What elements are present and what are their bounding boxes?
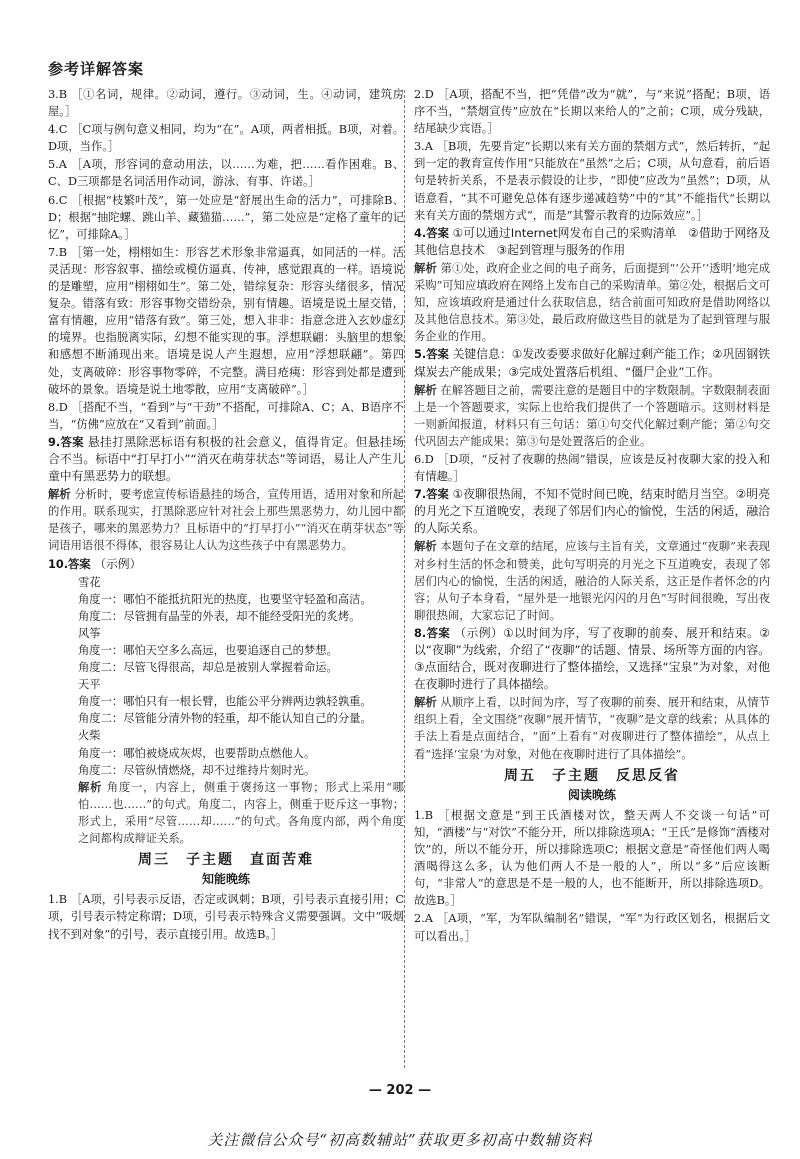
fri-answer-2: 2.A ［A项，“军，为军队编制名”错误，“军”为行政区划名，根据后文可以看出。］	[414, 912, 770, 943]
section-title-wed: 周三 子主题 直面苦难	[138, 852, 314, 869]
section-title-fri: 周五 子主题 反思反省	[504, 767, 680, 784]
answer-label: 10.答案	[48, 557, 91, 571]
item-line: 角度二：尽管拥有晶莹的外表，却不能经受阳光的炙烤。	[78, 609, 361, 623]
answer-label: 7.答案	[414, 488, 449, 502]
analysis-7	[414, 538, 770, 623]
analysis-9	[48, 486, 404, 554]
answer-10	[48, 556, 404, 573]
page-number: — 202 —	[368, 1083, 432, 1098]
footer-note: 关注微信公众号“初高数辅站”获取更多初高中数辅资料	[207, 1131, 593, 1149]
right-column	[414, 86, 770, 946]
answer-5	[414, 346, 770, 380]
analysis-4	[414, 260, 770, 345]
item-line: 角度一：哪怕被烧成灰烬，也要帮助点燃他人。	[78, 746, 316, 760]
column-divider	[404, 90, 405, 1068]
analysis-label: 解析	[78, 780, 103, 794]
analysis-text: 第①处，政府企业之间的电子商务，后面提到“‘公开’‘透明’地完成采购”可知应填政府在网络上发布自己的采购清单。第②处，根据后文可知，应该填政府是通过什么获取信息，结合前面可知政府是借助网络以及其他信息技术。第③处，最后政府做这些目的就是为了起到管理与服务企业的作用。	[414, 261, 770, 344]
item-title: 天平	[78, 678, 101, 692]
answer-7	[414, 486, 770, 537]
item-line: 角度二：尽管纵情燃烧，却不过维持片刻时光。	[78, 763, 316, 777]
analysis-label: 解析	[414, 540, 437, 554]
section-subtitle-fri: 阅读晚练	[567, 787, 616, 802]
analysis-text: 在解答题目之前，需要注意的是题目中的字数限制。字数限制表面上是一个答题要求，实际上也给我们提供了一个答题暗示。这则材料是一则新闻报道，材料只有三句话：第①句交代化解过剩产能；第②句交代巩固去产能成果；第③句是处置落后的企业。	[414, 383, 770, 448]
answer-3: 3.B ［①名词，规律。②动词，遵行。③动词，生。④动词，建筑房屋。］	[48, 88, 404, 119]
answer-text: ①夜聊很热闹，不知不觉时间已晚，结束时皓月当空。②明亮的月光之下互道晚安，表现了邻居们内心的愉悦，生活的闲适，融洽的人际关系。	[414, 487, 771, 536]
answer-text: 关键信息：①发改委要求做好化解过剩产能工作；②巩固钢铁煤炭去产能成果；③完成处置落后机组、“僵尸企业”工作。	[414, 347, 771, 379]
analysis-10	[48, 779, 404, 847]
answer-6: 6.D ［D项，“反衬了夜聊的热闹”错误，应该是反衬夜聊大家的投入和有情趣。］	[414, 452, 770, 484]
answer-2: 2.D ［A项，搭配不当，把“凭借”改为“就”，与“来说”搭配；B项，语序不当，“禁烟宣传”应放在“长期以来给人的”之前；C项，成分残缺，结尾缺少宾语。］	[414, 88, 770, 136]
answer-8	[414, 625, 770, 693]
item-title: 风筝	[78, 626, 101, 640]
answer-4: 4.C ［C项与例句意义相同，均为“在”。A项，两者相抵。B项，对着。D项，当作。］	[48, 123, 404, 154]
item-line: 角度二：尽管飞得很高，却总是被别人掌握着命运。	[78, 661, 338, 675]
answer-8: 8.D ［搭配不当，“看到”与“干劲”不搭配，可排除A、C；A、B语序不当，“仿佛”应放在“又看到”前面。］	[48, 400, 404, 431]
analysis-text: 分析时，要考虑宣传标语悬挂的场合，宣传用语，适用对象和所起的作用。联系现实，打黑除恶应针对社会上那些黑恶势力，幼儿园中都是孩子，哪来的黑恶势力？且标语中的“打早打小”“消灭在萌芽状态”等词语用语很不得体，很容易让人认为这些孩子中有黑恶势力。	[48, 488, 404, 553]
answer-text: 悬挂打黑除恶标语有积极的社会意义，值得肯定。但悬挂场合不当。标语中“打早打小”“消灭在萌芽状态”等词语，易让人产生儿童中有黑恶势力的联想。	[48, 434, 404, 484]
answer-label: 4.答案	[414, 226, 449, 240]
page-header: 参考详解答案	[48, 60, 145, 78]
answer-text: （示例）①以时间为序，写了夜聊的前奏、展开和结束。②以“夜聊”为线索，介绍了“夜聊”的话题、情景、场所等方面的内容。③点面结合，既对夜聊进行了整体描绘，又选择“宝泉”为对象，对他在夜聊时进行了具体描绘。	[414, 625, 771, 692]
item-line: 角度一：哪怕只有一根长臂，也能公平分辨两边孰轻孰重。	[78, 695, 372, 709]
answer-9	[48, 434, 404, 485]
answer-3: 3.A ［B项，先要肯定“长期以来有关方面的禁烟方式”，然后转折，“起到一定的教育宣传作用”只能放在“虽然”之后；C项，从句意看，前后语句是转折关系，不是表示假设的让步，“即使”应改为“虽然”；D项，从语意看，“其不可避免总体有逐步递减趋势”中的“其”不能指代“长期以来有关方面的禁烟方式”，而是“其警示教育的边际效应”。］	[414, 140, 770, 222]
item-line: 角度一：哪怕不能抵抗阳光的热度，也要坚守轻盈和高洁。	[78, 592, 372, 606]
analysis-label: 解析	[48, 488, 71, 502]
left-column	[48, 86, 404, 944]
fri-answer-1: 1.B ［根据文意是“到王氏酒楼对饮，整天两人不交谈一句话”可知，“酒楼”与“对饮”不能分开，所以排除选项A；“王氏”是修饰“酒楼对饮”的，所以不能分开，所以排除选项C；根据文意是“奇怪他们两人喝酒喝得这么多，认为他们两人不是一般的人”，所以“多”后应该断句，“非常人”的意思是不是一般的人，也不能断开，所以排除选项D。故选B。］	[414, 808, 770, 908]
item-title: 雪花	[78, 575, 101, 589]
answer-label: 8.答案	[414, 626, 451, 640]
section-subtitle-wed: 知能晚练	[201, 872, 250, 887]
analysis-5	[414, 382, 770, 450]
analysis-text: 本题句子在文章的结尾，应该与主旨有关，文章通过“夜聊”来表现对乡村生活的怀念和赞美，此句写明亮的月光之下互道晚安，表现了邻居们内心的愉悦，生活的闲适，融洽的人际关系，这正是作者怀念的内容；从句子本身看，“屋外是一地银光闪闪的月色”写时间很晚，写出夜聊很热闹，大家忘记了时间。	[414, 540, 770, 622]
analysis-label: 解析	[414, 383, 437, 397]
answer-5: 5.A ［A项，形容词的意动用法，以……为难，把……看作困难。B、C、D三项都是名词活用作动词，游泳、有事、许诺。］	[48, 158, 404, 189]
analysis-8	[414, 694, 770, 762]
analysis-text: 角度一，内容上，侧重于褒扬这一事物；形式上采用“哪怕……也……”的句式。角度二，内容上，侧重于贬斥这一事物；形式上，采用“尽管……却……”的句式。各角度内部，两个角度之间都构成辩证关系。	[78, 780, 405, 846]
item-title: 火柴	[78, 729, 101, 743]
answer-text: ①可以通过Internet网发布自己的采购清单 ②借助于网络及其他信息技术 ③起到管理与服务的作用	[414, 225, 771, 257]
analysis-text: 从顺序上看，以时间为序，写了夜聊的前奏、展开和结束，从情节组织上看，全文围绕“夜聊”展开情节，“夜聊”是文章的线索；从具体的手法上看是点面结合，“面”上看有“对夜聊进行了整体描绘”，从点上看“选择‘宝泉’为对象，对他在夜聊时进行了具体描绘”。	[414, 696, 770, 761]
answer-4	[414, 225, 770, 259]
answer-10-items	[48, 574, 404, 779]
wed-answer-1: 1.B ［A项，引号表示反语，否定或讽刺；B项，引号表示直接引用；C项，引号表示特定称谓；D项，引号表示特殊含义需要强调。文中“吸烟找不到对象”的引号，表示直接引用。故选B。］	[48, 893, 404, 941]
answer-example: （示例）	[94, 556, 142, 571]
answer-6: 6.C ［根据“枝繁叶茂”，第一处应是“舒展出生命的活力”，可排除B、D；根据“抽陀螺、跳山羊、藏猫猫……”，第二处应是“定格了童年的记忆”，可排除A。］	[48, 193, 404, 241]
answer-label: 5.答案	[414, 348, 449, 362]
analysis-label: 解析	[414, 696, 437, 710]
answer-7: 7.B ［第一处，栩栩如生：形容艺术形象非常逼真，如同活的一样。活灵活现：形容叙事、描绘或模仿逼真、传神，感觉跟真的一样。语境说的是雕塑，应用“栩栩如生”。第二处，错综复杂：形容头绪很多，情况复杂。错落有致：形容事物交错纷杂，别有情趣。语境是说土屋交错，富有情趣，应用“错落有致”。第三处，想入非非：指意念进入玄妙虚幻的境界。也指脱离实际，幻想不能实现的事。浮想联翩：头脑里的想象和感想不断涌现出来。语境是说人产生遐想，应用“浮想联翩”。第四处，支离破碎：形容事物零碎，不完整。满目疮痍：形容到处都是遭到破坏的景象。语境是说土地零散，应用“支离破碎”。］	[48, 245, 404, 396]
answer-label: 9.答案	[48, 435, 84, 449]
item-line: 角度二：尽管能分清外物的轻重，却不能认知自己的分量。	[78, 712, 372, 726]
analysis-label: 解析	[414, 261, 437, 275]
item-line: 角度一：哪怕天空多么高远，也要追逐自己的梦想。	[78, 644, 338, 657]
